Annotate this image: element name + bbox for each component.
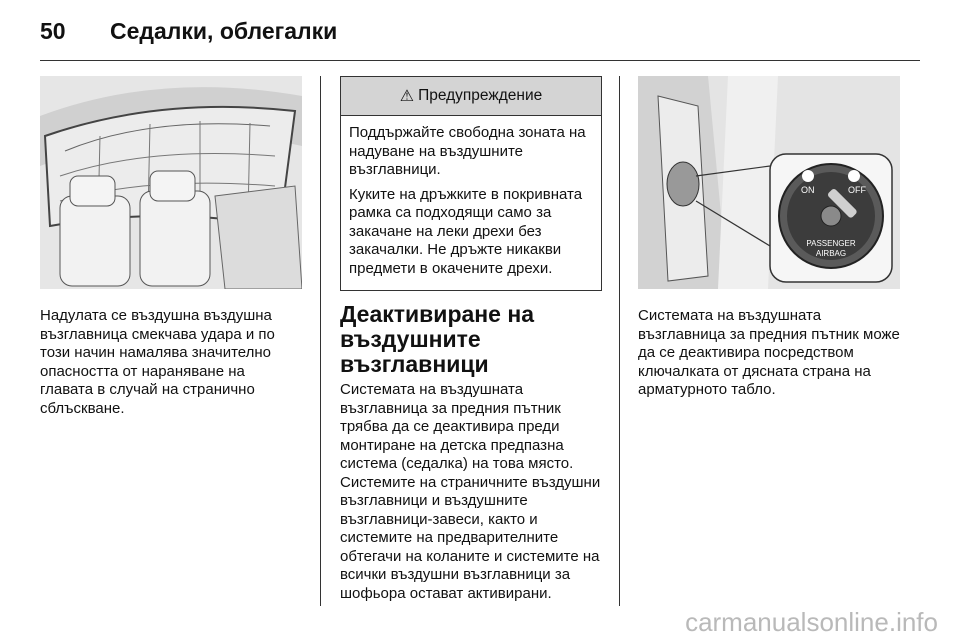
switch-passenger-label: PASSENGER [806,239,856,248]
car-interior-illustration [40,76,302,289]
column-3 [638,76,900,400]
section-title: Седалки, облегалки [110,18,338,44]
column-1 [40,76,302,418]
switch-off-label: OFF [848,185,866,195]
watermark: carmanualsonline.info [685,607,938,637]
warning-body [341,116,601,290]
curtain-airbag-figure [40,76,302,289]
warning-triangle-icon: ⚠ [399,88,415,105]
page-number: 50 [40,18,66,44]
switch-airbag-label: AIRBAG [815,249,847,258]
airbag-switch-figure [638,76,900,289]
column-divider-1 [320,76,321,606]
warning-paragraph-2: Куките на дръжките в покривната рамка са подходящи само за закачане на леки дрехи без закачалки. Не дръжте никакви предмети в окачените дрехи. [349,185,583,277]
warning-header [341,77,601,116]
curtain-airbag-description: Надулата се въздушна въздушна възглавница смекчава удара и по този начин намалява значително опасността от нараняване на главата в случай на странично сблъскване. [40,307,275,417]
column-divider-2 [619,76,620,606]
page-header [40,18,337,48]
switch-on-label: ON [801,185,815,195]
warning-paragraph-1: Поддържайте свободна зоната на надуване на въздушните възглавници. [349,124,586,178]
header-rule [40,60,920,61]
warning-box [340,76,602,291]
airbag-off-icon [848,170,860,182]
airbag-on-icon [802,170,814,182]
airbag-switch-description: Системата на въздушната възглавница за предния пътник може да се деактивира посредством ключалката от дясната страна на арматурното табло. [638,307,900,398]
column-2 [340,76,602,603]
deactivation-heading: Деактивиране на въздушните възглавници [340,301,535,377]
airbag-switch-illustration [638,76,900,289]
warning-title: Предупреждение [418,87,543,104]
deactivation-text: Системата на въздушната възглавница за предния пътник трябва да се деактивира преди монтиране на детска предпазна система (седалка) на това място. Системите на страничните въздушни възглавници и въздушните възглавници-завеси, както и системите на предварителните обтегачи на коланите и системите на всички въздушни възглавници за шофьора остават активирани. [340,381,601,602]
